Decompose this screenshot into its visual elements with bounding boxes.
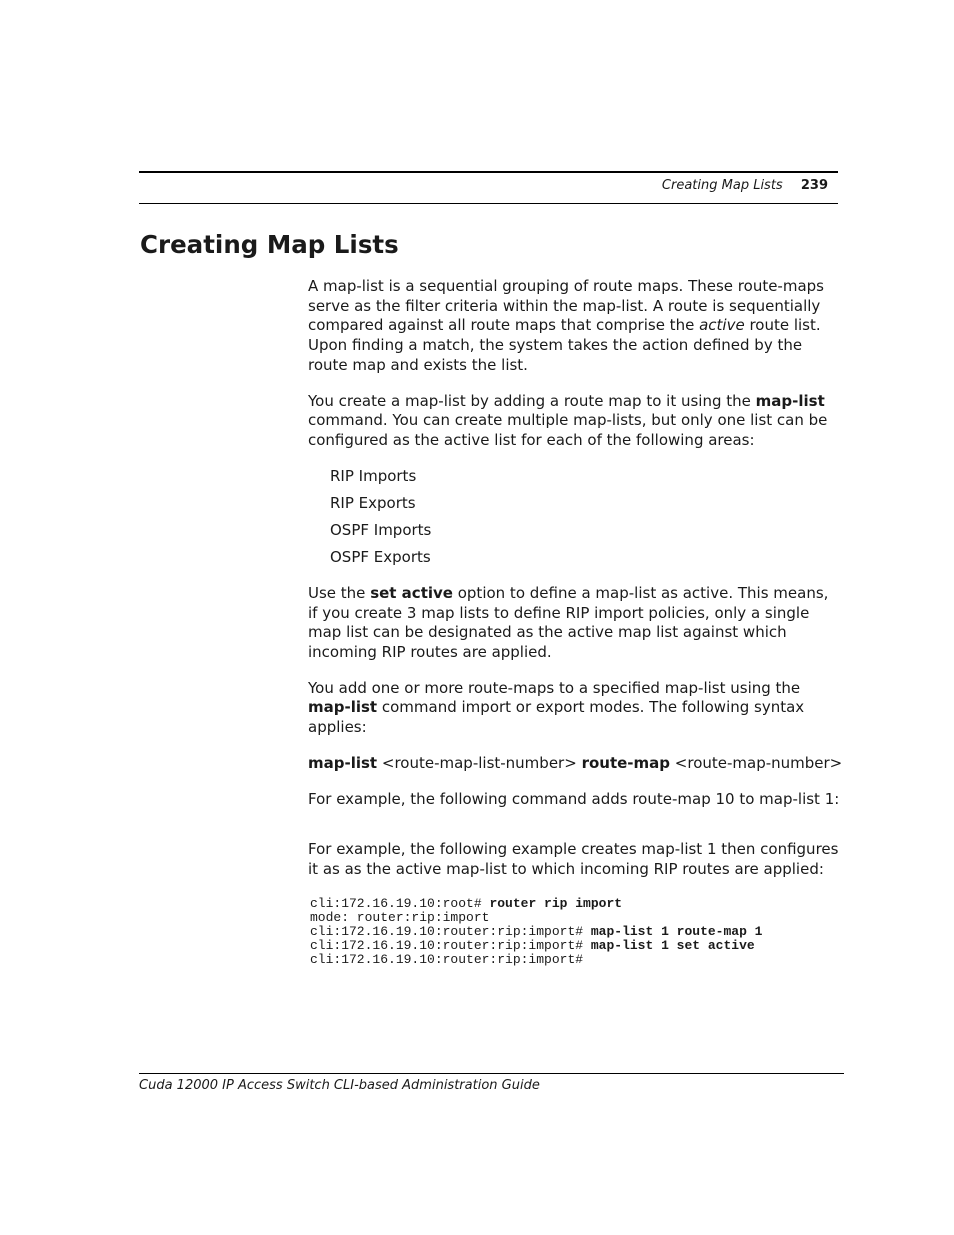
example-paragraph-2: For example, the following example creates map-list 1 then configures it as as the active map-list to which incoming RIP routes are applied: <box>308 840 839 878</box>
syntax-arg-route-map-number: <route-map-number> <box>670 753 843 772</box>
code-line <box>310 939 840 953</box>
code-command: router rip import <box>489 895 623 911</box>
list-item: RIP Exports <box>330 493 416 512</box>
create-text-2: command. You can create multiple map-lists, but only one list can be configured as the active list for each of the following areas: <box>308 411 828 449</box>
code-line <box>310 925 840 939</box>
page-number: 239 <box>800 178 828 193</box>
code-prompt: mode: router:rip:import <box>310 909 490 925</box>
set-active-text-1: Use the <box>308 583 371 602</box>
code-example <box>310 897 840 967</box>
header-section-title: Creating Map Lists <box>661 178 783 193</box>
footer-rule <box>139 1073 844 1074</box>
footer-guide-title: Cuda 12000 IP Access Switch CLI-based Administration Guide <box>139 1078 540 1093</box>
syntax-arg-list-number: <route-map-list-number> <box>377 753 582 772</box>
intro-italic-active: active <box>699 316 745 335</box>
code-command: map-list 1 set active <box>590 937 755 953</box>
create-text-1: You create a map-list by adding a route map to it using the <box>308 391 756 410</box>
list-item: RIP Imports <box>330 466 417 485</box>
header-bottom-rule <box>139 203 838 204</box>
code-line <box>310 911 840 925</box>
code-command: map-list 1 route-map 1 <box>590 923 763 939</box>
create-paragraph <box>308 392 840 451</box>
list-item: OSPF Exports <box>330 548 431 567</box>
add-text-2: command import or export modes. The following syntax applies: <box>308 698 805 737</box>
areas-list <box>330 467 840 568</box>
intro-text-1: A map-list is a sequential grouping of route maps. These route-maps serve as the filter criteria within the map-list. A route is sequentially compared against all route maps that comprise the <box>308 277 824 335</box>
page-title: Creating Map Lists <box>140 230 399 259</box>
code-line <box>310 953 840 967</box>
list-item: OSPF Imports <box>330 521 432 540</box>
set-active-bold: set active <box>370 583 453 602</box>
code-line <box>310 897 840 911</box>
code-prompt: cli:172.16.19.10:router:rip:import# <box>310 937 591 953</box>
add-route-maps-paragraph <box>308 679 840 738</box>
intro-text-2: route list. Upon finding a match, the system takes the action defined by the route map and exists the list. <box>308 316 821 374</box>
add-text-1: You add one or more route-maps to a specified map-list using the <box>308 678 801 697</box>
add-bold-command: map-list <box>308 698 378 717</box>
syntax-command-route-map: route-map <box>581 753 671 772</box>
intro-paragraph <box>308 277 840 376</box>
code-prompt: cli:172.16.19.10:router:rip:import# <box>310 923 591 939</box>
running-header <box>662 178 828 194</box>
set-active-text-2: option to define a map-list as active. This means, if you create 3 map lists to define RIP import policies, only a single map list can be designated as the active map list against which incoming RIP routes are applied. <box>308 583 829 662</box>
syntax-line <box>308 753 843 774</box>
code-prompt: cli:172.16.19.10:router:rip:import# <box>310 951 584 967</box>
code-prompt: cli:172.16.19.10:root# <box>310 895 490 911</box>
syntax-command-map-list: map-list <box>308 753 378 772</box>
body-column <box>308 277 843 967</box>
example-spacer <box>308 809 840 840</box>
header-top-rule <box>139 171 838 173</box>
create-bold-command: map-list <box>755 391 825 410</box>
set-active-paragraph <box>308 584 840 663</box>
example-paragraph-1: For example, the following command adds route-map 10 to map-list 1: <box>308 789 840 808</box>
